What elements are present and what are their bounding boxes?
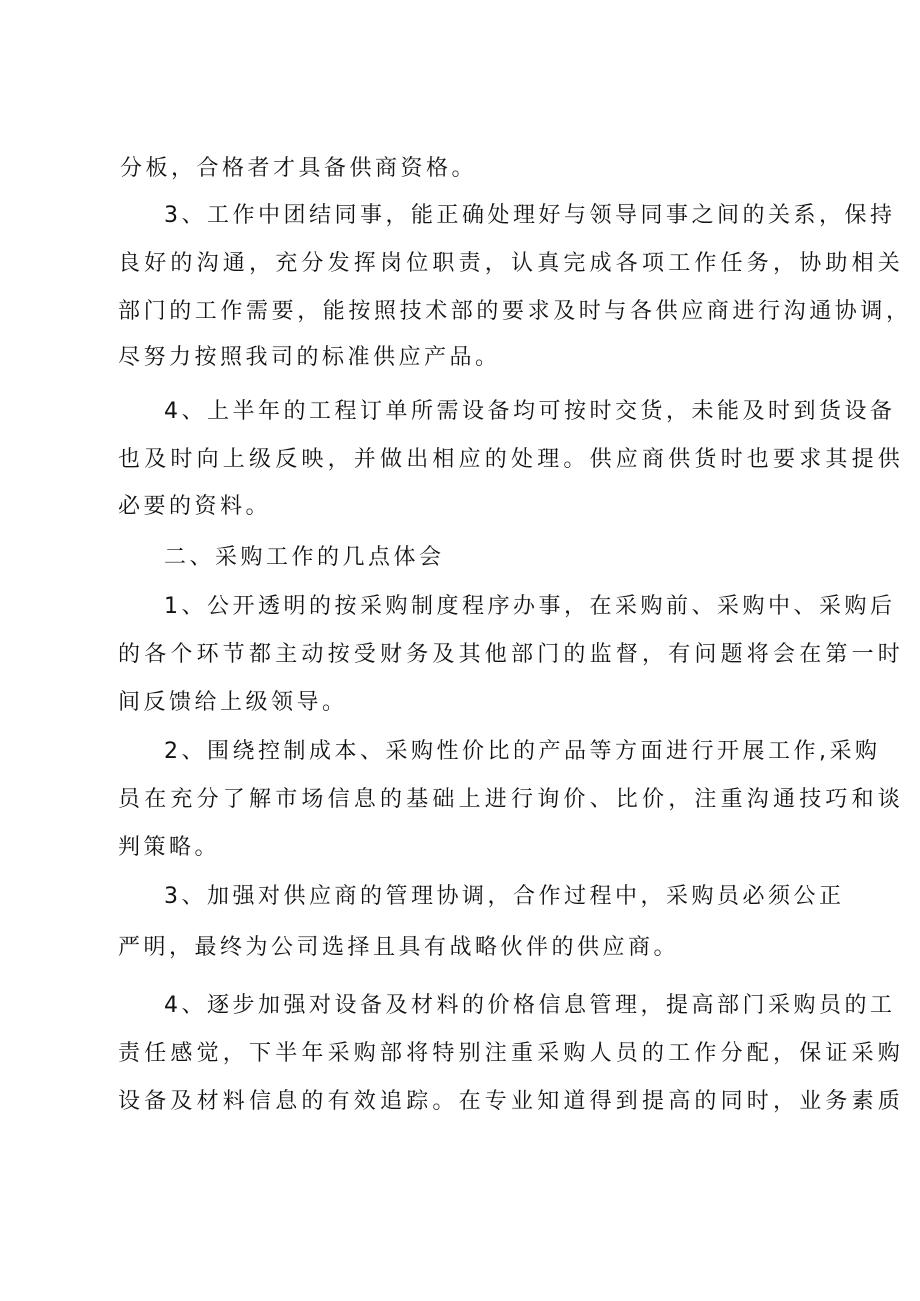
text-line: 4、上半年的工程订单所需设备均可按时交货，未能及时到货设备 — [164, 399, 896, 424]
text-line: 的各个环节都主动按受财务及其他部门的监督，有问题将会在第一时 — [118, 642, 905, 667]
text-line: 严明，最终为公司选择且具有战略伙伴的供应商。 — [118, 935, 680, 960]
text-line: 责任感觉，下半年采购部将特别注重采购人员的工作分配，保证采购 — [118, 1041, 905, 1066]
text-line: 2、围绕控制成本、采购性价比的产品等方面进行开展工作,采购 — [164, 739, 881, 764]
text-line: 也及时向上级反映，并做出相应的处理。供应商供货时也要求其提供 — [118, 447, 905, 472]
text-line: 员在充分了解市场信息的基础上进行询价、比价，注重沟通技巧和谈 — [118, 787, 905, 812]
text-line: 尽努力按照我司的标准供应产品。 — [118, 345, 501, 370]
text-line: 设备及材料信息的有效追踪。在专业知道得到提高的同时，业务素质 — [118, 1089, 905, 1114]
text-line: 间反馈给上级领导。 — [118, 690, 348, 715]
text-line: 1、公开透明的按采购制度程序办事，在采购前、采购中、采购后 — [164, 594, 896, 619]
text-line: 3、加强对供应商的管理协调，合作过程中，采购员必须公正 — [164, 884, 845, 909]
text-line: 判策略。 — [118, 835, 221, 860]
text-line: 必要的资料。 — [118, 494, 272, 519]
text-line: 4、逐步加强对设备及材料的价格信息管理，提高部门采购员的工 — [164, 993, 896, 1018]
text-line: 部门的工作需要，能按照技术部的要求及时与各供应商进行沟通协调， — [118, 299, 912, 324]
text-line: 良好的沟通，充分发挥岗位职责，认真完成各项工作任务，协助相关 — [118, 251, 905, 276]
text-line: 分板，合格者才具备供商资格。 — [120, 156, 478, 181]
section-heading: 二、采购工作的几点体会 — [164, 545, 445, 570]
text-line: 3、工作中团结同事，能正确处理好与领导同事之间的关系，保持 — [164, 203, 896, 228]
